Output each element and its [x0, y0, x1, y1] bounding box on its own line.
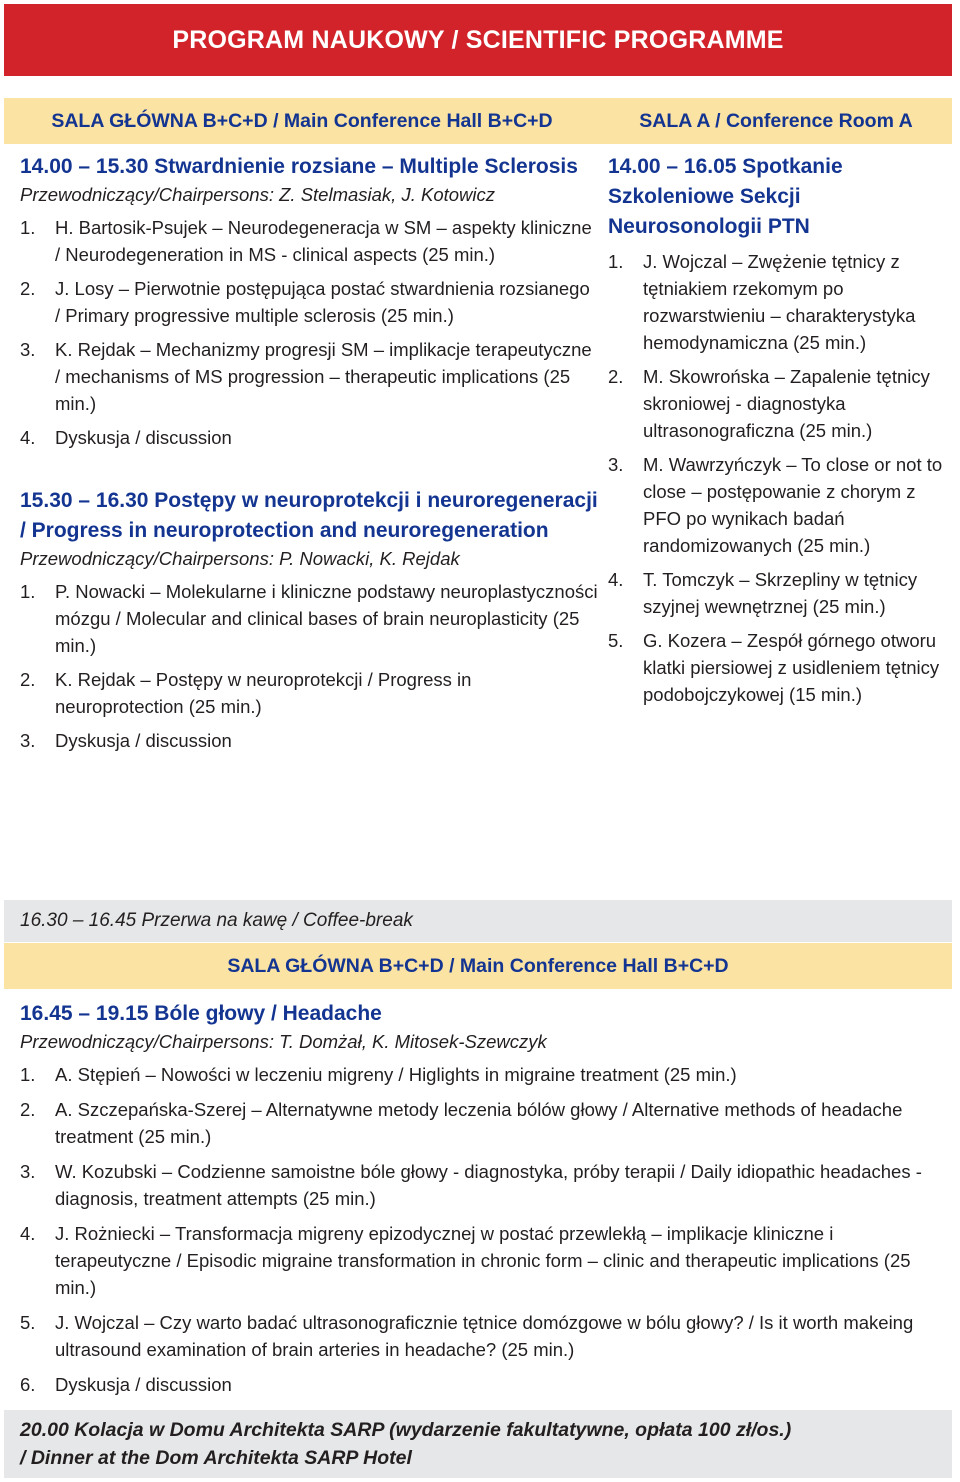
lecture-list [20, 578, 600, 754]
session-title: 16.45 – 19.15 Bóle głowy / Headache [20, 1002, 382, 1025]
list-item: 4. T. Tomczyk – Skrzepliny w tętnicy szyjnej wewnętrznej (25 min.) [608, 569, 918, 617]
dinner-bar [4, 1410, 952, 1478]
list-item: 2. J. Losy – Pierwotnie postępująca postać stwardnienia rozsianego / Primary progressive multiple sclerosis (25 min.) [20, 278, 590, 326]
list-item: 3. W. Kozubski – Codzienne samoistne bóle głowy - diagnostyka, próby terapii / Daily idiopathic headaches - diagnosis, treatment attempts (25 min.) [20, 1161, 922, 1209]
list-item: 1. H. Bartosik-Psujek – Neurodegeneracja w SM – aspekty kliniczne / Neurodegeneration in MS - clinical aspects (25 min.) [20, 217, 592, 265]
list-item: 4. Dyskusja / discussion [20, 427, 232, 448]
lecture-list [608, 248, 948, 708]
dinner-line-english: / Dinner at the Dom Architekta SARP Hotel [20, 1447, 412, 1469]
coffee-break-bar: 16.30 – 16.45 Przerwa na kawę / Coffee-break [4, 900, 952, 942]
list-item: 3. Dyskusja / discussion [20, 730, 232, 751]
room-a-header: SALA A / Conference Room A [600, 98, 952, 144]
list-item: 3. K. Rejdak – Mechanizmy progresji SM – implikacje terapeutyczne / mechanisms of MS progression – therapeutic implications (25 min.) [20, 339, 592, 414]
programme-title: PROGRAM NAUKOWY / SCIENTIFIC PROGRAMME [172, 25, 784, 54]
list-item: 2. K. Rejdak – Postępy w neuroprotekcji / Progress in neuroprotection (25 min.) [20, 669, 472, 717]
main-hall-column [20, 152, 600, 761]
room-main-hall-header-afternoon: SALA GŁÓWNA B+C+D / Main Conference Hall B+C+D [4, 943, 952, 989]
session-neuroprotection [20, 486, 600, 754]
list-item: 5. G. Kozera – Zespół górnego otworu klatki piersiowej z usidleniem tętnicy podobojczykowej (15 min.) [608, 630, 940, 705]
list-item: 5. J. Wojczal – Czy warto badać ultrasonograficznie tętnice domózgowe w bólu głowy? / Is it worth makeing ultrasound examination of brain arteries in headache? (25 min.) [20, 1312, 914, 1360]
room-a-column [608, 152, 948, 715]
session-chairs: Przewodniczący/Chairpersons: Z. Stelmasiak, J. Kotowicz [20, 184, 496, 205]
list-item: 4. J. Rożniecki – Transformacja migreny epizodycznej w postać przewlekłą – implikacje kliniczne i terapeutyczne / Episodic migraine transformation in chronic form – clinic and therapeutic implications (25 min.) [20, 1223, 911, 1298]
session-title: 14.00 – 15.30 Stwardnienie rozsiane – Multiple Sclerosis [20, 155, 578, 178]
session-title: 14.00 – 16.05 Spotkanie Szkoleniowe Sekcji Neurosonologii PTN [608, 155, 843, 238]
lecture-list [20, 214, 600, 451]
session-chairs: Przewodniczący/Chairpersons: P. Nowacki, K. Rejdak [20, 548, 460, 569]
dinner-line-polish: 20.00 Kolacja w Domu Architekta SARP (wydarzenie fakultatywne, opłata 100 zł/os.) [20, 1419, 792, 1441]
room-main-hall-header: SALA GŁÓWNA B+C+D / Main Conference Hall B+C+D [4, 98, 600, 144]
list-item: 6. Dyskusja / discussion [20, 1374, 232, 1395]
session-multiple-sclerosis [20, 152, 600, 451]
list-item: 1. A. Stępień – Nowości w leczeniu migreny / Higlights in migraine treatment (25 min.) [20, 1064, 737, 1085]
programme-header [4, 4, 952, 76]
list-item: 2. M. Skowrońska – Zapalenie tętnicy skroniowej - diagnostyka ultrasonograficzna (25 min.) [608, 366, 930, 441]
list-item: 1. J. Wojczal – Zwężenie tętnicy z tętniakiem rzekomym po rozwarstwieniu – charakterystyka hemodynamiczna (25 min.) [608, 251, 916, 353]
list-item: 3. M. Wawrzyńczyk – To close or not to close – postępowanie z chorym z PFO po wynikach badań randomizowanych (25 min.) [608, 454, 943, 556]
session-chairs: Przewodniczący/Chairpersons: T. Domżał, K. Mitosek-Szewczyk [20, 1031, 547, 1052]
session-title: 15.30 – 16.30 Postępy w neuroprotekcji i neuroregeneracji / Progress in neuroprotection and neuroregeneration [20, 489, 598, 542]
list-item: 2. A. Szczepańska-Szerej – Alternatywne metody leczenia bólów głowy / Alternative methods of headache treatment (25 min.) [20, 1099, 903, 1147]
lecture-list [20, 1061, 940, 1398]
session-headache [20, 999, 940, 1406]
list-item: 1. P. Nowacki – Molekularne i kliniczne podstawy neuroplastyczności mózgu / Molecular and clinical bases of brain neuroplasticity (25 min.) [20, 581, 598, 656]
